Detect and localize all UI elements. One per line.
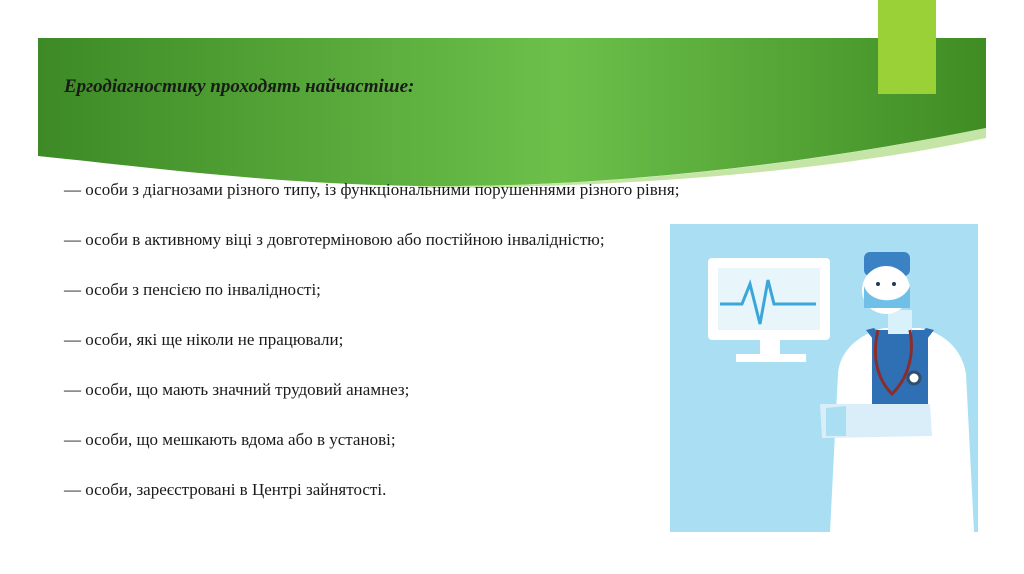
- list-item: — особи з пенсією по інвалідності;: [64, 280, 321, 299]
- accent-rectangle: [878, 0, 936, 94]
- title-banner: [38, 38, 986, 188]
- list-item: — особи з діагнозами різного типу, із функціональними порушеннями різного рівня;: [64, 180, 680, 199]
- list-item: — особи, зареєстровані в Центрі зайнятості.: [64, 480, 387, 499]
- list-item: — особи, які ще ніколи не працювали;: [64, 330, 344, 349]
- bullet-list: [64, 178, 679, 528]
- slide-title: Ергодіагностику проходять найчастіше:: [64, 76, 415, 97]
- list-item: — особи в активному віці з довготерміновою або постійною інвалідністю;: [64, 230, 605, 249]
- list-item: — особи, що мають значний трудовий анамнез;: [64, 380, 410, 399]
- doctor-with-monitor-icon: [670, 224, 978, 532]
- list-item: — особи, що мешкають вдома або в установі;: [64, 430, 396, 449]
